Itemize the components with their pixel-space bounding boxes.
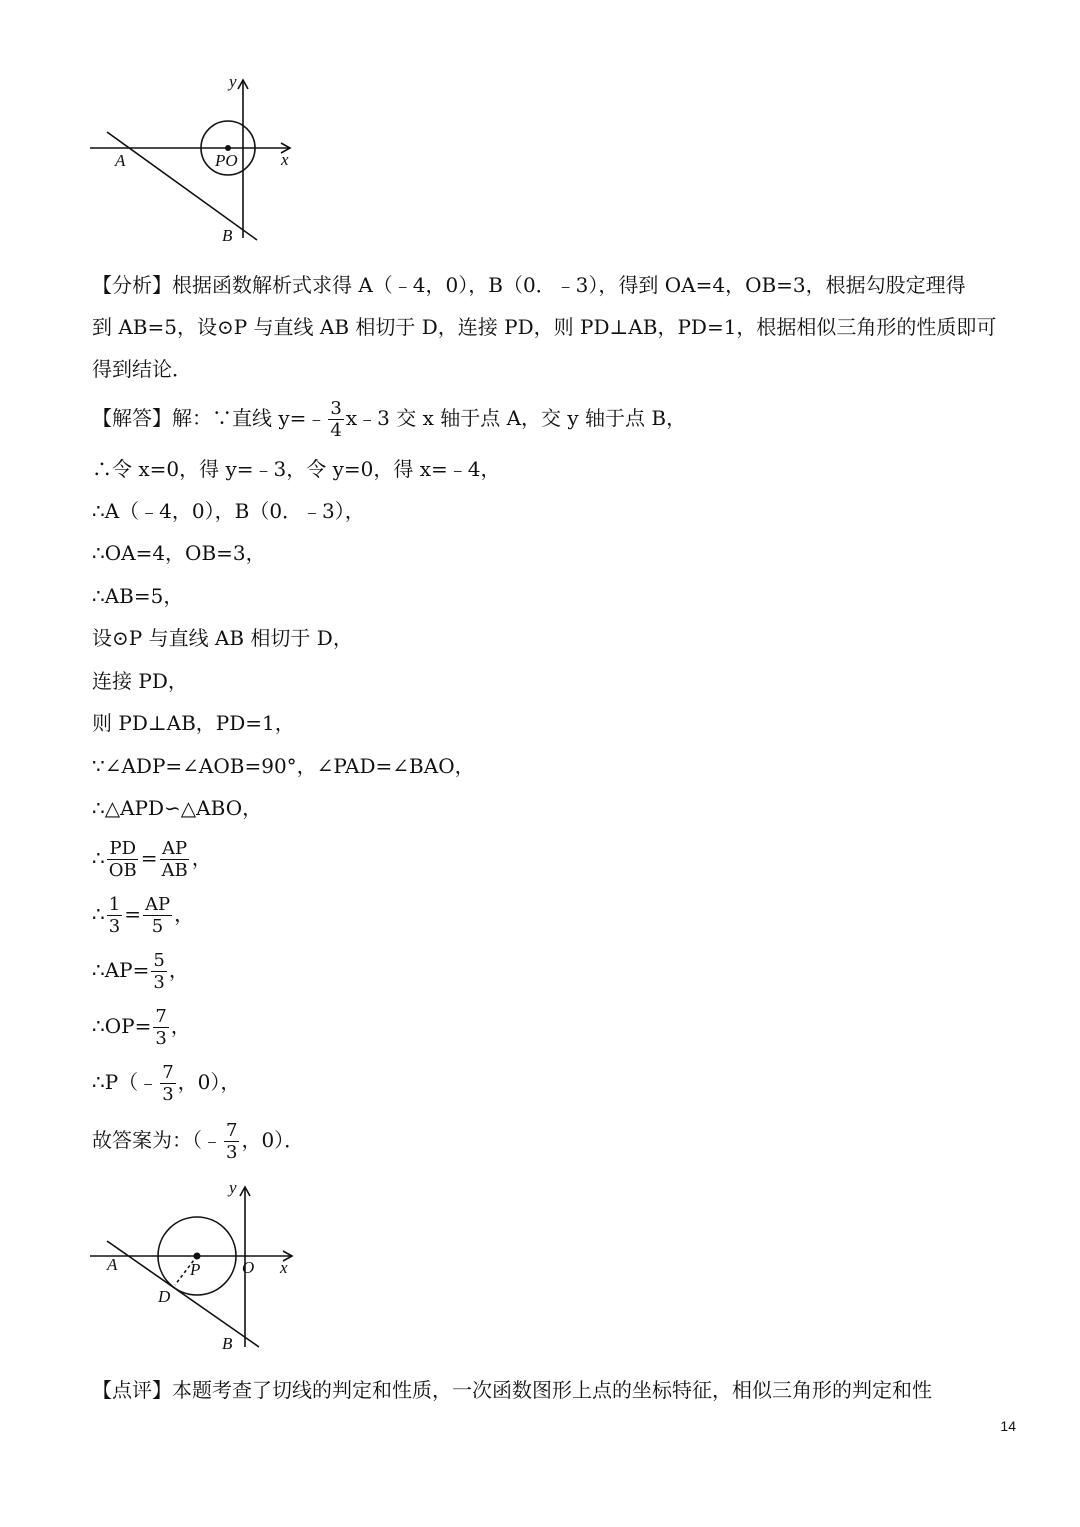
label-b: B xyxy=(222,226,233,245)
analysis-line-1: 根据函数解析式求得 A（﹣4，0），B（0．﹣3），得到 OA=4，OB=3，根据勾股定理得 xyxy=(172,273,966,297)
figure-1 xyxy=(85,70,315,250)
fraction-3-4: $\frac{3}{4}$ xyxy=(330,398,342,441)
page-number: 14 xyxy=(1000,1418,1016,1434)
answer-line: 故答案为：（﹣ $\frac{7}{3}$ ，0）． xyxy=(92,1120,305,1163)
figure-2 xyxy=(85,1175,315,1355)
analysis-tag: 【分析】 xyxy=(92,273,172,297)
label-y: y xyxy=(229,72,237,91)
label-d: D xyxy=(158,1287,171,1306)
solution-op: ∴OP= $\frac{7}{3}$ ， xyxy=(92,1006,191,1049)
label-o: O xyxy=(242,1258,255,1277)
solution-step-4: ∴AB=5， xyxy=(92,584,184,608)
label-po: PO xyxy=(215,151,238,170)
solution-step-3: ∴OA=4，OB=3， xyxy=(92,541,266,565)
solution-step-6: 连接 PD， xyxy=(92,669,188,693)
label-b: B xyxy=(222,1334,233,1353)
label-y: y xyxy=(229,1178,237,1197)
label-a: A xyxy=(107,1255,118,1274)
analysis-block xyxy=(92,264,1007,390)
comment-tag: 【点评】 xyxy=(92,1378,172,1402)
analysis-line-3: 得到结论． xyxy=(92,357,192,381)
solution-ratio-2: ∴ $\frac{1}{3}$ = $\frac{AP}{5}$ ， xyxy=(92,894,195,937)
solution-p: ∴P（﹣ $\frac{7}{3}$ ，0）， xyxy=(92,1062,241,1105)
point-p xyxy=(194,1253,201,1260)
solution-ratio-1: ∴ $\frac{PD}{OB}$ = $\frac{AP}{AB}$ ， xyxy=(92,838,212,881)
label-x: x xyxy=(281,150,289,169)
solution-step-5: 设⊙P 与直线 AB 相切于 D， xyxy=(92,626,353,650)
solution-intro: 【解答】解：∵直线 y=﹣ $\frac{3}{4}$ x﹣3 交 x 轴于点 A，交 y 轴于点 B， xyxy=(92,398,687,441)
solution-step-9: ∴△APD∽△ABO， xyxy=(92,796,263,820)
label-x: x xyxy=(280,1258,288,1277)
comment-text: 本题考查了切线的判定和性质，一次函数图形上点的坐标特征，相似三角形的判定和性 xyxy=(172,1378,932,1402)
solution-step-2: ∴A（﹣4，0），B（0．﹣3）， xyxy=(92,499,365,523)
solution-step-8: ∵∠ADP=∠AOB=90°，∠PAD=∠BAO， xyxy=(92,754,475,778)
label-p: P xyxy=(190,1260,201,1279)
solution-step-1: ∴令 x=0，得 y=﹣3，令 y=0，得 x=﹣4， xyxy=(92,457,501,481)
solution-ap: ∴AP= $\frac{5}{3}$ ， xyxy=(92,950,189,993)
label-a: A xyxy=(115,151,126,170)
comment-line xyxy=(92,1376,932,1404)
solution-step-7: 则 PD⊥AB，PD=1， xyxy=(92,711,295,735)
analysis-line-2: 到 AB=5，设⊙P 与直线 AB 相切于 D，连接 PD，则 PD⊥AB，PD=1，根据相似三角形的性质即可 xyxy=(92,315,997,339)
solution-tag: 【解答】 xyxy=(92,406,172,430)
